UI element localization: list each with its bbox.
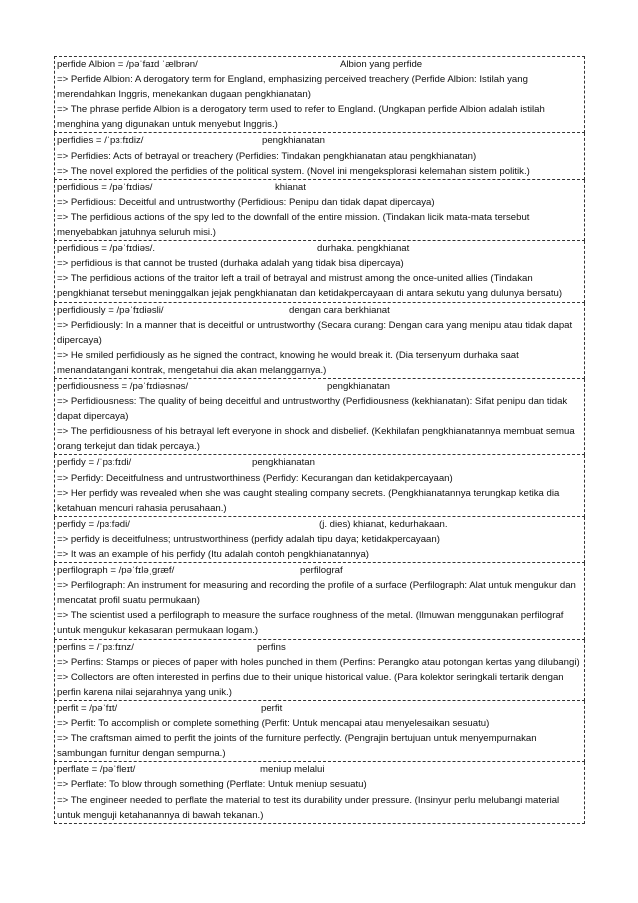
entry-definition: => Perfidiously: In a manner that is deceitful or untrustworthy (Secara curang: Dengan cara yang menipu atau tidak dapat dipercaya) [57,319,573,346]
dictionary-entry [54,455,585,516]
dictionary-entry [54,56,585,133]
entry-headword: perfidy = /ˈpɜːfɪdi/ [57,457,132,469]
entry-example: => The engineer needed to perflate the material to test its durability under pressure. (Insinyur perlu melubangi material untuk menguji ketahanannya di bawah tekanan.) [57,794,560,821]
entry-example: => The perfidious actions of the traitor left a trail of betrayal and mistrust among the once-united allies (Tindakan pengkhianat tersebut meninggalkan jejak pengkhianatan dan ketidakpercayaan di antara sekutu yang dulunya bersatu) [57,273,563,300]
dictionary-entry [54,517,585,563]
entry-definition: => Perfilograph: An instrument for measuring and recording the profile of a surface (Perfilograph: Alat untuk mengukur dan mencatat profil suatu permukaan) [57,580,576,607]
entry-definition: => Perfidy: Deceitfulness and untrustworthiness (Perfidy: Kecurangan dan ketidakpercayaan) [57,472,453,484]
entry-headword: perfidious = /pəˈfɪdiəs/. [57,243,156,255]
dictionary-entry [54,303,585,379]
entry-headword: perfit = /pəˈfɪt/ [57,702,118,714]
entry-meaning: (j. dies) khianat, kedurhakaan. [319,518,448,530]
entry-headword: perflate = /pəˈfleɪt/ [57,764,136,776]
entry-headword: perfidies = /ˈpɜːfɪdiz/ [57,135,144,147]
entry-definition: => Perflate: To blow through something (Perflate: Untuk meniup sesuatu) [57,779,367,791]
entry-meaning: pengkhianatan [252,457,315,469]
entry-example: => The novel explored the perfidies of the political system. (Novel ini mengeksplorasi kelemahan sistem politik.) [57,165,530,177]
entry-meaning: Albion yang perfide [340,59,423,70]
entry-meaning: khianat [275,181,306,193]
entry-example: => The craftsman aimed to perfit the joints of the furniture perfectly. (Pengrajin bertujuan untuk menyempurnakan sambungan furnitur dengan sempurna.) [57,733,537,760]
entry-meaning: durhaka. pengkhianat [317,243,410,255]
dictionary-page [54,56,585,824]
entry-definition: => Perfidiousness: The quality of being deceitful and untrustworthy (Perfidiousness (kekhianatan): Sifat penipu dan tidak dapat dipercaya) [57,396,568,423]
entry-example: => The perfidious actions of the spy led to the downfall of the entire mission. (Tindakan licik mata-mata tersebut menyebabkan jatuhnya seluruh misi.) [57,211,530,239]
dictionary-entry [54,563,585,639]
entry-meaning: pengkhianatan [327,380,390,392]
entry-headword: perfilograph = /pəˈfɪləˌɡræf/ [57,565,175,577]
entry-definition: => Perfidious: Deceitful and untrustworthy (Perfidious: Penipu dan tidak dapat dipercaya) [57,196,435,208]
entry-definition: => Perfidies: Acts of betrayal or treachery (Perfidies: Tindakan pengkhianatan atau pengkhianatan) [57,150,477,162]
entry-headword: perfidious = /pəˈfɪdiəs/ [57,181,153,193]
entry-definition: => Perfide Albion: A derogatory term for England, emphasizing perceived treachery (Perfide Albion: Istilah yang merendahkan Inggris, menekankan dugaan pengkhianatan) [57,74,528,101]
entry-headword: perfidy = /pɜːfədi/ [57,518,130,530]
dictionary-entry [54,241,585,302]
entry-example: => The scientist used a perfilograph to measure the surface roughness of the metal. (Ilmuwan menggunakan perfilograf untuk mengukur kekasaran permukaan logam.) [57,610,564,637]
dictionary-entry [54,180,585,241]
entry-example: => Her perfidy was revealed when she was caught stealing company secrets. (Pengkhianatannya terungkap ketika dia ketahuan mencuri rahasia perusahaan.) [57,487,560,514]
entry-example: => It was an example of his perfidy (Itu adalah contoh pengkhianatannya) [57,549,369,560]
entry-meaning: meniup melalui [260,764,325,776]
entry-example: => He smiled perfidiously as he signed the contract, knowing he would break it. (Dia tersenyum durhaka saat menandatangani kontrak, mengetahui dia akan melanggarnya.) [57,349,519,376]
entry-meaning: perfit [261,702,283,714]
dictionary-entry [54,640,585,701]
entry-headword: perfidiousness = /pəˈfɪdiəsnəs/ [57,380,189,392]
entry-example: => Collectors are often interested in perfins due to their unique historical value. (Para kolektor seringkali tertarik dengan perfin karena nilai sejarahnya yang unik.) [57,671,564,698]
entry-definition: => Perfins: Stamps or pieces of paper with holes punched in them (Perfins: Perangko atau potongan kertas yang dilubangi) [57,656,580,668]
entry-example: => The phrase perfide Albion is a derogatory term used to refer to England. (Ungkapan perfide Albion adalah istilah menghina yang digunakan untuk menyebut Inggris.) [57,104,545,131]
dictionary-entry [54,762,585,823]
entry-headword: perfins = /ˈpɜːfɪnz/ [57,641,134,653]
entry-headword: perfide Albion = /pəˈfaɪd ˈælbrən/ [57,59,198,70]
entry-meaning: pengkhianatan [262,135,325,147]
entry-definition: => perfidious is that cannot be trusted (durhaka adalah yang tidak bisa dipercaya) [57,258,404,270]
entry-headword: perfidiously = /pəˈfɪdiəsli/ [57,304,164,316]
dictionary-entry [54,379,585,455]
entry-definition: => Perfit: To accomplish or complete something (Perfit: Untuk mencapai atau menyelesaikan sesuatu) [57,718,490,730]
entry-meaning: dengan cara berkhianat [289,304,390,316]
entry-example: => The perfidiousness of his betrayal left everyone in shock and disbelief. (Kekhilafan pengkhianatannya membuat semua orang terkejut dan tidak percaya.) [57,426,575,453]
dictionary-entry [54,133,585,179]
entry-definition: => perfidy is deceitfulness; untrustworthiness (perfidy adalah tipu daya; ketidakpercayaan) [57,533,440,545]
entry-meaning: perfilograf [300,565,343,577]
entry-meaning: perfins [257,641,286,653]
dictionary-entry [54,701,585,762]
